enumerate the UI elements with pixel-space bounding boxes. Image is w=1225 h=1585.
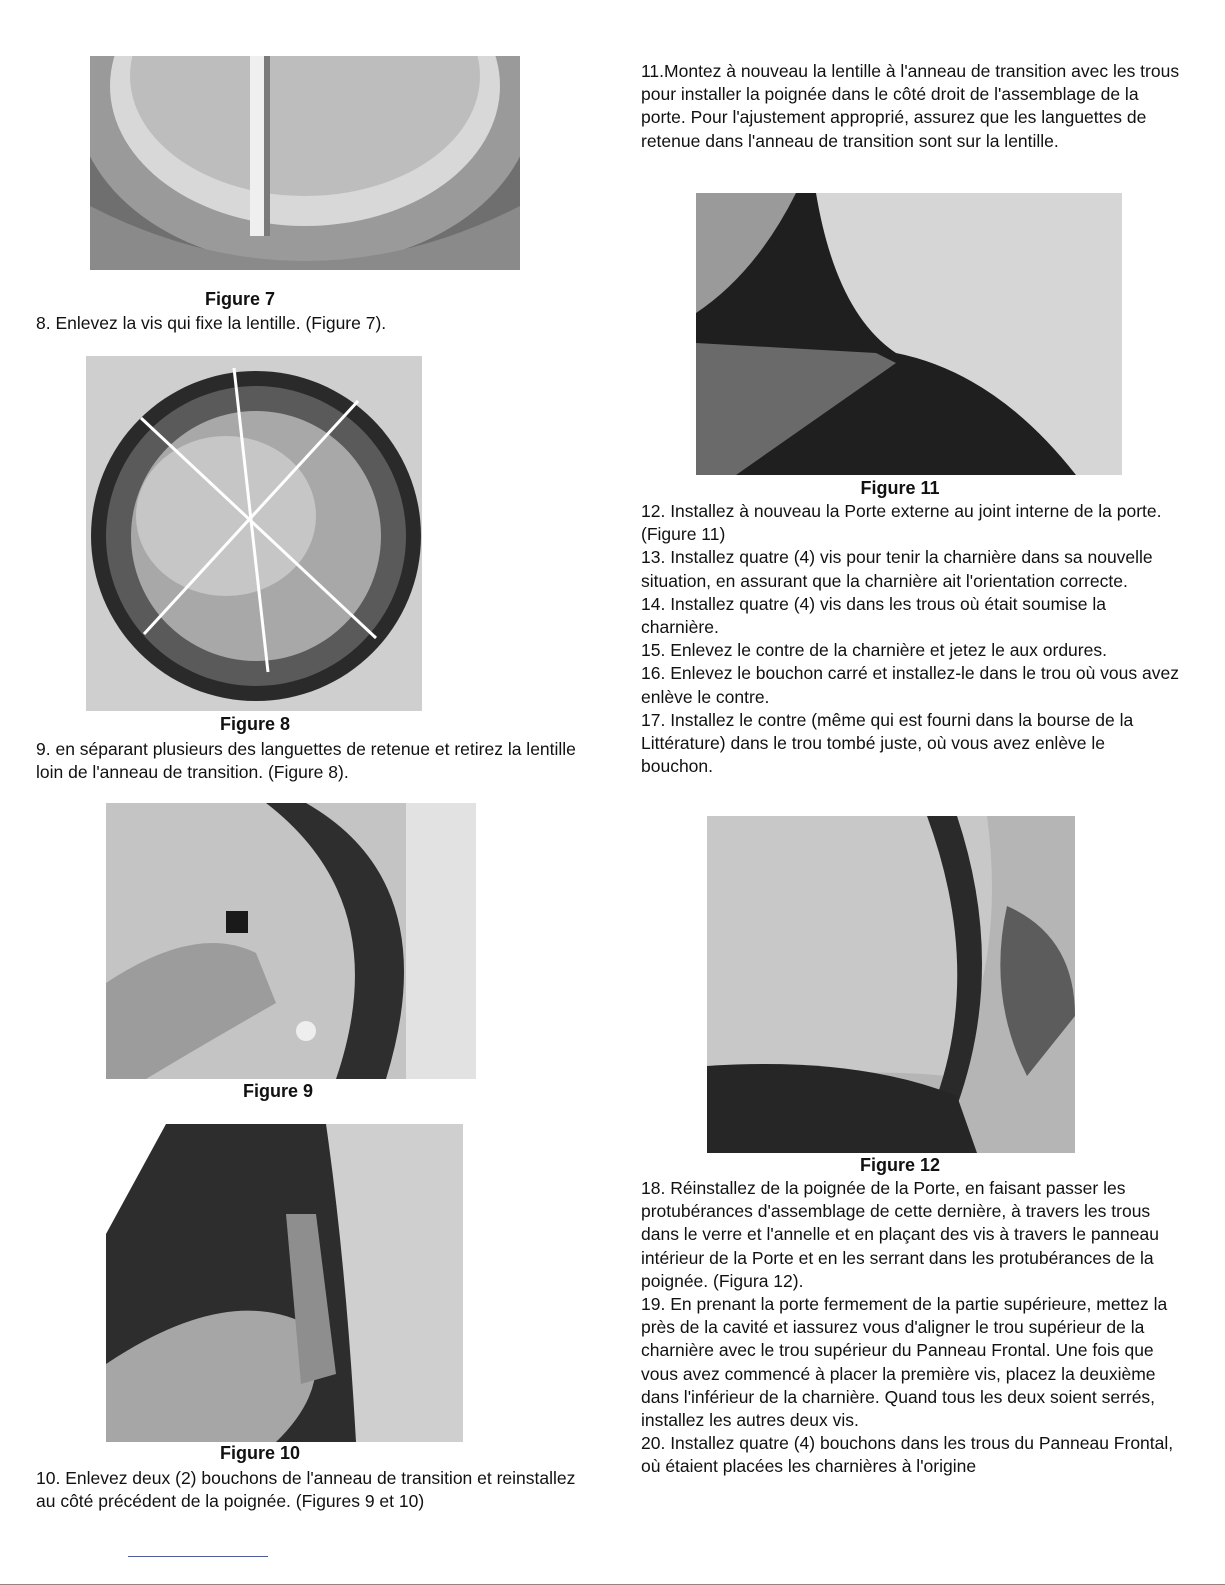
step-9: 9. en séparant plusieurs des languettes de retenue et retirez la lentille loin de l'anneau de transition. (Figure 8). — [36, 739, 576, 783]
figure-11-image — [696, 193, 1122, 475]
figure-7-image — [90, 56, 520, 270]
step-17: 17. Installez le contre (même qui est fourni dans la bourse de la Littérature) dans le trou tombé juste, où vous avez enlève le bouchon. — [641, 709, 1134, 777]
figure-8-caption: Figure 8 — [219, 714, 290, 734]
steps-18-20 — [641, 1177, 1181, 1479]
step-11: 11.Montez à nouveau la lentille à l'anneau de transition avec les trous pour installer la poignée dans le côté droit de l'assemblage de la porte. Pour l'ajustement approprié, assurez que les languettes de retenue dans l'anneau de transition sont sur la lentille. — [641, 61, 1180, 151]
step-8: 8. Enlevez la vis qui fixe la lentille. (Figure 7). — [36, 313, 387, 333]
steps-12-17 — [641, 500, 1181, 778]
figure-11-caption: Figure 11 — [860, 478, 940, 498]
step-20: 20. Installez quatre (4) bouchons dans les trous du Panneau Frontal, où étaient placées les charnières à l'origine — [641, 1433, 1174, 1477]
figure-12-caption: Figure 12 — [859, 1155, 941, 1175]
figure-10-caption: Figure 10 — [219, 1443, 301, 1463]
step-16: 16. Enlevez le bouchon carré et installez-le dans le trou où vous avez enlève le contre. — [641, 663, 1179, 707]
step-10: 10. Enlevez deux (2) bouchons de l'anneau de transition et reinstallez au côté précédent de la poignée. (Figures 9 et 10) — [36, 1468, 576, 1512]
figure-9-caption: Figure 9 — [242, 1081, 313, 1101]
step-19: 19. En prenant la porte fermement de la partie supérieure, mettez la près de la cavité et iassurez vous d'aligner le trou supérieur de la charnière avec le trou supérieur du Panneau Frontal. Une fois que vous avez commencé à placer la première vis, placez la deuxième dans l'inférieur de la charnière. Quand tous les deux soient serrés, installez les autres deux vis. — [641, 1294, 1168, 1431]
step-14: 14. Installez quatre (4) vis dans les trous où était soumise la charnière. — [641, 593, 1106, 638]
footnote-rule — [128, 1556, 268, 1557]
figure-8-image — [86, 356, 422, 711]
step-18: 18. Réinstallez de la poignée de la Porte, en faisant passer les protubérances d'assemblage de cette dernière, à travers les trous dans le verre et l'annelle et en plaçant des vis à travers le panneau intérieur de la Porte et en les serrant dans les protubérances de la poignée. (Figura 12). — [641, 1178, 1159, 1291]
step-13: 13. Installez quatre (4) vis pour tenir la charnière dans sa nouvelle situation, en assurant que la charnière ait l'orientation correcte. — [641, 547, 1153, 591]
figure-10-image — [106, 1124, 463, 1442]
figure-12-image — [707, 816, 1075, 1153]
figure-9-image — [106, 803, 476, 1079]
step-12: 12. Installez à nouveau la Porte externe au joint interne de la porte. (Figure 11) — [641, 501, 1162, 545]
step-15: 15. Enlevez le contre de la charnière et jetez le aux ordures. — [641, 640, 1107, 661]
figure-7-caption: Figure 7 — [204, 289, 275, 309]
